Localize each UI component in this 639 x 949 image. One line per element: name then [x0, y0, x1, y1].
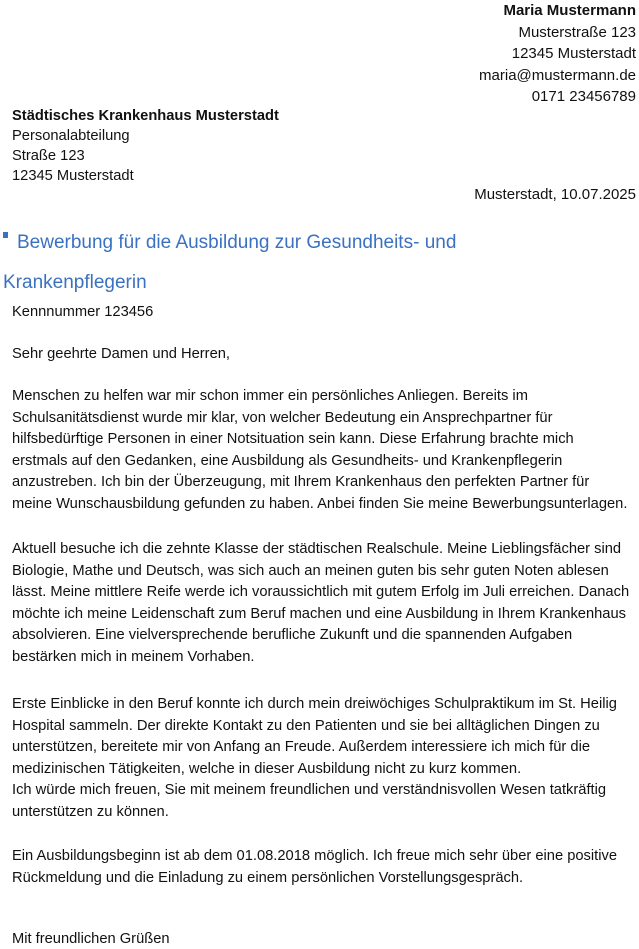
- letter-date: Musterstadt, 10.07.2025: [474, 186, 636, 203]
- body-paragraph: [12, 539, 629, 669]
- paragraph-line: möchte ich meine Leidenschaft zum Beruf machen und eine Ausbildung in Ihrem Krankenhaus: [12, 605, 626, 622]
- closing-phrase: Mit freundlichen Grüßen: [12, 931, 170, 947]
- body-paragraph: [12, 386, 627, 516]
- paragraph-line: anzustreben. Ich bin der Überzeugung, mit Ihrem Krankenhaus den perfekten Partner für: [12, 474, 590, 491]
- subject-line: Krankenpflegerin: [3, 272, 147, 293]
- paragraph-line: Aktuell besuche ich die zehnte Klasse der städtischen Realschule. Meine Lieblingsfächer sind: [12, 541, 622, 557]
- sender-street: Musterstraße 123: [518, 23, 636, 41]
- heading-marker: [3, 232, 8, 238]
- paragraph-line: erstmals auf den Gedanken, eine Ausbildung als Gesundheits- und Krankenpflegerin: [12, 452, 563, 469]
- paragraph-line: bestärken mich in meinem Vorhaben.: [12, 648, 255, 665]
- paragraph-line: absolvieren. Eine vielversprechende berufliche Zukunft und die spannenden Aufgaben: [12, 627, 573, 644]
- body-paragraph: [12, 846, 617, 889]
- sender-city: 12345 Musterstadt: [511, 45, 636, 62]
- paragraph-line: Rückmeldung und die Einladung zu einem persönlichen Vorstellungsgespräch.: [12, 869, 524, 886]
- paragraph-line: hilfsbedürftige Personen in einer Notsituation sein kann. Diese Erfahrung brachte mich: [12, 431, 574, 448]
- recipient-department: Personalabteilung: [12, 128, 130, 144]
- body-paragraph: [12, 694, 617, 824]
- subject-line: Bewerbung für die Ausbildung zur Gesundheits- und: [17, 232, 457, 253]
- paragraph-line: Ich würde mich freuen, Sie mit meinem freundlichen und verständnisvollen Wesen tatkräftig: [12, 782, 607, 799]
- salutation-block: [12, 344, 230, 366]
- sender-email: maria@mustermann.de: [479, 66, 636, 84]
- paragraph-line: medizinischen Tätigkeiten, welche in dieser Ausbildung nicht zu kurz kommen.: [12, 760, 522, 777]
- paragraph-line: Erste Einblicke in den Beruf konnte ich durch mein dreiwöchiges Schulpraktikum im St. Heilig: [12, 696, 617, 712]
- recipient-organization: Städtisches Krankenhaus Musterstadt: [12, 108, 279, 124]
- paragraph-line: unterstützen, bereitete mir von Anfang an Freude. Außerdem interessiere ich mich für die: [12, 739, 591, 756]
- recipient-street: Straße 123: [12, 148, 85, 164]
- paragraph-line: Menschen zu helfen war mir schon immer ein persönliches Anliegen. Bereits im: [12, 388, 528, 404]
- sender-name: Maria Mustermann: [503, 2, 636, 19]
- sender-phone: 0171 23456789: [531, 88, 636, 105]
- salutation: Sehr geehrte Damen und Herren,: [12, 346, 230, 362]
- closing-block: [12, 930, 170, 948]
- paragraph-line: meine Wunschausbildung gefunden zu haben. Anbei finden Sie meine Bewerbungsunterlagen.: [12, 495, 628, 512]
- paragraph-line: Biologie, Mathe und Deutsch, was sich auch an meinen guten bis sehr guten Noten ablesen: [12, 562, 609, 579]
- sender-address-block: [479, 0, 636, 108]
- paragraph-line: Ein Ausbildungsbeginn ist ab dem 01.08.2018 möglich. Ich freue mich sehr über eine positive: [12, 848, 618, 864]
- paragraph-line: Schulsanitätsdienst wurde mir klar, von welcher Bedeutung ein Ansprechpartner für: [12, 409, 553, 426]
- recipient-city: 12345 Musterstadt: [12, 168, 134, 184]
- letter-subject-heading: [3, 223, 636, 303]
- reference-number: Kennnummer 123456: [12, 304, 154, 320]
- paragraph-line: unterstützen zu können.: [12, 803, 169, 820]
- paragraph-line: Hospital sammeln. Der direkte Kontakt zu den Patienten und sie bei alltäglichen Dingen zu: [12, 717, 600, 734]
- recipient-address-block: [12, 106, 279, 186]
- reference-number-block: [12, 302, 153, 324]
- paragraph-line: lässt. Meine mittlere Reife werde ich voraussichtlich mit gutem Erfolg im Juli erreichen. Danach: [12, 584, 630, 601]
